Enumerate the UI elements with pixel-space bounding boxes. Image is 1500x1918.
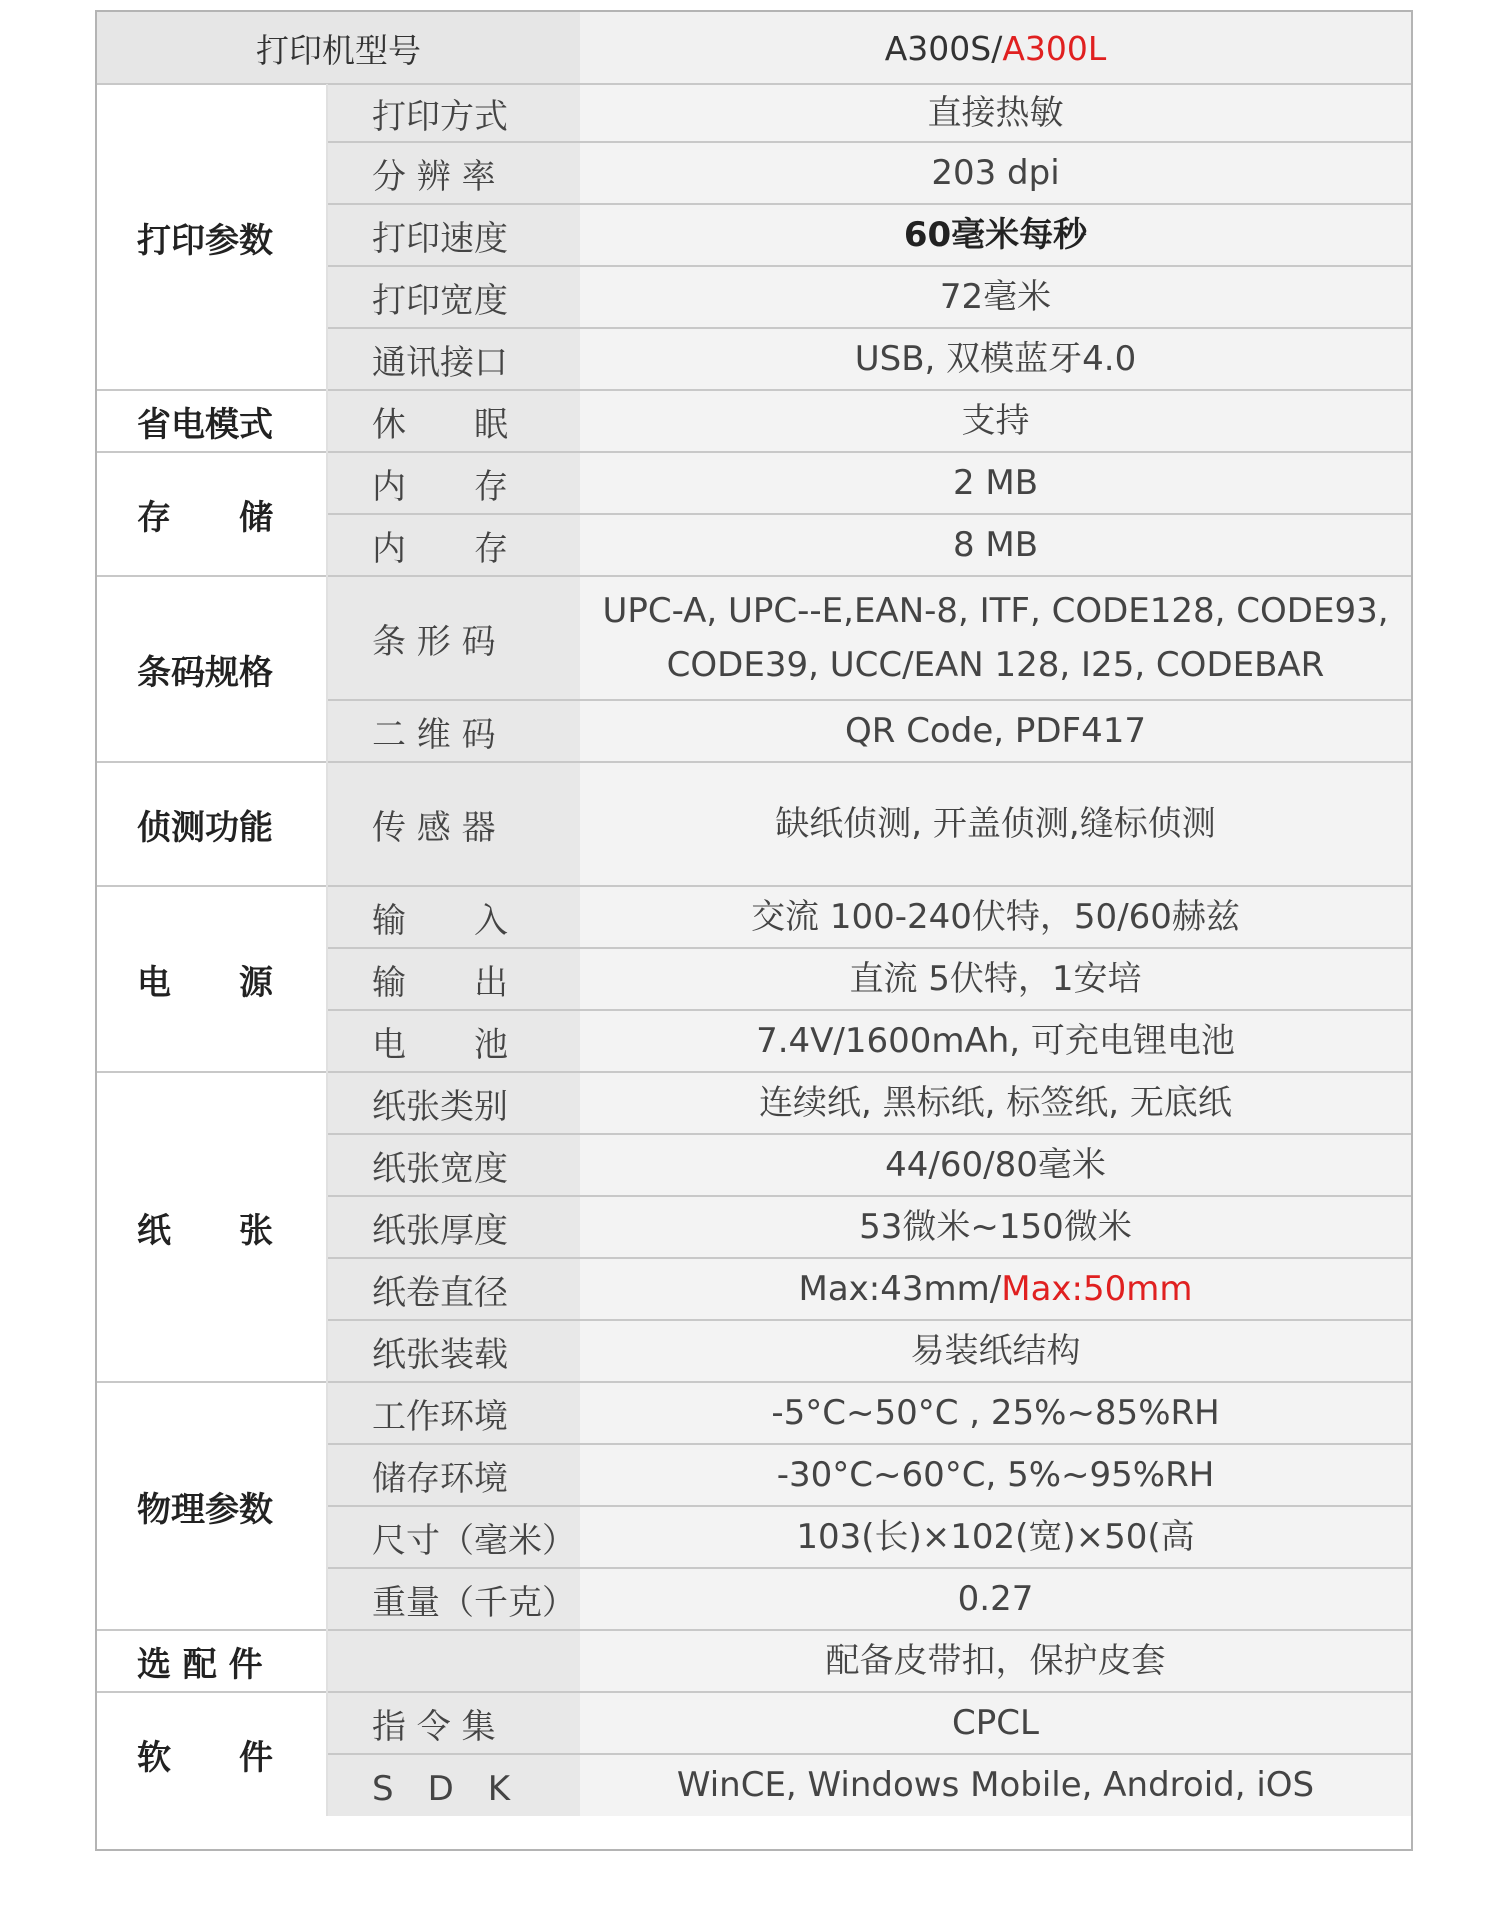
spec-value: Max:43mm/ — [798, 1268, 1002, 1309]
row-divider — [327, 513, 1411, 515]
spec-value-cell — [580, 1444, 1411, 1506]
spec-group-name: 软 件 — [137, 1737, 273, 1778]
row-divider — [327, 947, 1411, 949]
spec-label: 通讯接口 — [372, 342, 508, 383]
spec-label-cell — [327, 1692, 580, 1754]
group-divider — [97, 761, 1411, 763]
spec-value: CPCL — [952, 1702, 1039, 1743]
row-divider — [327, 1257, 1411, 1259]
spec-value-cell — [580, 700, 1411, 762]
header-label-cell — [97, 12, 580, 84]
column-divider — [326, 84, 328, 1816]
spec-group-cell — [97, 1692, 327, 1816]
spec-value: 连续纸, 黑标纸, 标签纸, 无底纸 — [759, 1082, 1232, 1123]
spec-value: 交流 100-240伏特，50/60赫兹 — [751, 896, 1240, 937]
spec-value-cell — [580, 452, 1411, 514]
spec-label: 打印速度 — [372, 218, 508, 259]
group-divider — [97, 1071, 1411, 1073]
spec-group-name: 电 源 — [137, 962, 273, 1003]
spec-value-cell — [580, 1506, 1411, 1568]
spec-group-name: 省电模式 — [137, 404, 273, 445]
spec-group-name: 存 储 — [137, 497, 273, 538]
model-b: A300L — [1002, 28, 1107, 68]
spec-group-name: 条码规格 — [137, 652, 273, 693]
spec-label-cell — [327, 1320, 580, 1382]
spec-value-cell — [580, 1072, 1411, 1134]
row-divider — [327, 1567, 1411, 1569]
spec-label: 纸张装载 — [372, 1334, 508, 1375]
spec-value-cell — [580, 1196, 1411, 1258]
spec-label-cell — [327, 1258, 580, 1320]
spec-value: 2 MB — [952, 462, 1039, 503]
spec-value-cell — [580, 1568, 1411, 1630]
row-divider — [327, 1319, 1411, 1321]
spec-label: 内 存 — [372, 466, 508, 507]
spec-label-cell — [327, 452, 580, 514]
spec-value-cell — [580, 328, 1411, 390]
spec-value: 8 MB — [952, 524, 1039, 565]
spec-value-cell — [580, 948, 1411, 1010]
spec-label: 传 感 器 — [372, 807, 496, 848]
row-divider — [327, 1443, 1411, 1445]
spec-label: 分 辨 率 — [372, 156, 496, 197]
spec-label-cell — [327, 142, 580, 204]
spec-group-cell — [97, 452, 327, 576]
spec-value: 直流 5伏特，1安培 — [849, 958, 1142, 999]
spec-label: S D K — [372, 1768, 511, 1809]
row-divider — [327, 327, 1411, 329]
spec-value-cell — [580, 390, 1411, 452]
spec-label: 工作环境 — [372, 1396, 508, 1437]
group-divider — [97, 1691, 1411, 1693]
spec-value-cell — [580, 266, 1411, 328]
row-divider — [327, 1195, 1411, 1197]
spec-label-cell — [327, 1568, 580, 1630]
spec-value: 103(长)×102(宽)×50(高 — [796, 1516, 1195, 1557]
spec-label: 打印宽度 — [372, 280, 508, 321]
spec-label: 输 出 — [372, 962, 508, 1003]
group-divider — [97, 451, 1411, 453]
group-divider — [97, 1381, 1411, 1383]
spec-label: 输 入 — [372, 900, 508, 941]
spec-label-cell — [327, 1630, 580, 1692]
spec-group-cell — [97, 762, 327, 886]
row-divider — [327, 1505, 1411, 1507]
spec-value: 44/60/80毫米 — [885, 1144, 1106, 1185]
model-a: A300S/ — [884, 28, 1003, 68]
spec-label: 条 形 码 — [372, 621, 496, 662]
spec-label-cell — [327, 266, 580, 328]
spec-value-cell — [580, 204, 1411, 266]
spec-value-line2: CODE39, UCC/EAN 128, I25, CODEBAR — [666, 645, 1325, 685]
spec-group-cell — [97, 576, 327, 762]
group-divider — [97, 575, 1411, 577]
spec-value-cell — [580, 576, 1411, 700]
group-divider — [97, 885, 1411, 887]
spec-value-cell — [580, 84, 1411, 142]
spec-group-name: 侦测功能 — [137, 807, 273, 848]
spec-group-cell — [97, 886, 327, 1072]
spec-value: 60毫米每秒 — [903, 214, 1088, 255]
row-divider — [327, 699, 1411, 701]
spec-label: 纸卷直径 — [372, 1272, 508, 1313]
spec-value-cell — [580, 1320, 1411, 1382]
row-divider — [327, 1009, 1411, 1011]
spec-label: 纸张宽度 — [372, 1148, 508, 1189]
spec-value-cell — [580, 1134, 1411, 1196]
spec-group-cell — [97, 1382, 327, 1630]
spec-label: 尺寸（毫米） — [372, 1520, 576, 1561]
spec-label-cell — [327, 514, 580, 576]
spec-group-name: 打印参数 — [137, 220, 273, 261]
spec-label: 二 维 码 — [372, 714, 496, 755]
spec-label: 电 池 — [372, 1024, 508, 1065]
spec-value: 7.4V/1600mAh, 可充电锂电池 — [756, 1020, 1235, 1061]
row-divider — [327, 1753, 1411, 1755]
spec-label-cell — [327, 700, 580, 762]
spec-label-cell — [327, 1010, 580, 1072]
spec-value: 53微米~150微米 — [859, 1206, 1132, 1247]
spec-value-cell — [580, 1010, 1411, 1072]
spec-value: -30°C~60°C, 5%~95%RH — [776, 1454, 1215, 1495]
spec-value-cell — [580, 1692, 1411, 1754]
spec-value: 配备皮带扣，保护皮套 — [825, 1640, 1166, 1681]
spec-value: 直接热敏 — [927, 92, 1064, 133]
spec-label: 打印方式 — [372, 96, 508, 137]
spec-label: 储存环境 — [372, 1458, 508, 1499]
spec-value: 易装纸结构 — [910, 1330, 1081, 1371]
spec-label-cell — [327, 886, 580, 948]
spec-label: 重量（千克） — [372, 1582, 576, 1623]
spec-value: 支持 — [961, 400, 1030, 441]
spec-value-cell — [580, 1630, 1411, 1692]
spec-value-cell — [580, 514, 1411, 576]
header-label: 打印机型号 — [256, 30, 421, 70]
spec-group-name: 物理参数 — [137, 1489, 273, 1530]
spec-value: USB, 双模蓝牙4.0 — [854, 338, 1137, 379]
spec-value-cell — [580, 1258, 1411, 1320]
spec-label-cell — [327, 1382, 580, 1444]
row-divider — [327, 265, 1411, 267]
spec-label-cell — [327, 1072, 580, 1134]
spec-label: 指 令 集 — [372, 1706, 496, 1747]
spec-value-highlight: Max:50mm — [1001, 1268, 1193, 1309]
spec-label-cell — [327, 1196, 580, 1258]
spec-label-cell — [327, 1754, 580, 1816]
spec-table — [95, 10, 1413, 1851]
spec-value: QR Code, PDF417 — [845, 710, 1146, 751]
spec-value: WinCE, Windows Mobile, Android, iOS — [676, 1764, 1315, 1805]
spec-value: UPC-A, UPC--E,EAN-8, ITF, CODE128, CODE93, — [602, 590, 1389, 631]
spec-value: 203 dpi — [931, 152, 1060, 193]
spec-value: -5°C~50°C , 25%~85%RH — [771, 1392, 1220, 1433]
spec-value-cell — [580, 1382, 1411, 1444]
spec-label-cell — [327, 576, 580, 700]
spec-value: 0.27 — [957, 1578, 1034, 1619]
spec-label: 内 存 — [372, 528, 508, 569]
spec-value: 缺纸侦测, 开盖侦测,缝标侦测 — [775, 803, 1216, 844]
spec-label: 纸张类别 — [372, 1086, 508, 1127]
row-divider — [327, 141, 1411, 143]
spec-label-cell — [327, 1506, 580, 1568]
header-value-cell — [580, 12, 1411, 84]
row-divider — [327, 1133, 1411, 1135]
spec-value-cell — [580, 142, 1411, 204]
spec-label-cell — [327, 328, 580, 390]
spec-value-cell — [580, 762, 1411, 886]
group-divider — [97, 1629, 1411, 1631]
group-divider — [97, 389, 1411, 391]
spec-label-cell — [327, 762, 580, 886]
spec-label-cell — [327, 390, 580, 452]
spec-value-cell — [580, 1754, 1411, 1816]
spec-label-cell — [327, 204, 580, 266]
spec-group-name: 选 配 件 — [137, 1644, 263, 1685]
spec-label-cell — [327, 84, 580, 142]
spec-group-name: 纸 张 — [137, 1210, 273, 1251]
spec-group-cell — [97, 1630, 327, 1692]
spec-label: 休 眠 — [372, 404, 508, 445]
spec-group-cell — [97, 390, 327, 452]
spec-value-cell — [580, 886, 1411, 948]
group-divider — [97, 83, 1411, 85]
spec-label: 纸张厚度 — [372, 1210, 508, 1251]
spec-value: 72毫米 — [939, 276, 1052, 317]
spec-group-cell — [97, 84, 327, 390]
spec-label-cell — [327, 1134, 580, 1196]
row-divider — [327, 203, 1411, 205]
spec-label-cell — [327, 948, 580, 1010]
spec-group-cell — [97, 1072, 327, 1382]
spec-label-cell — [327, 1444, 580, 1506]
